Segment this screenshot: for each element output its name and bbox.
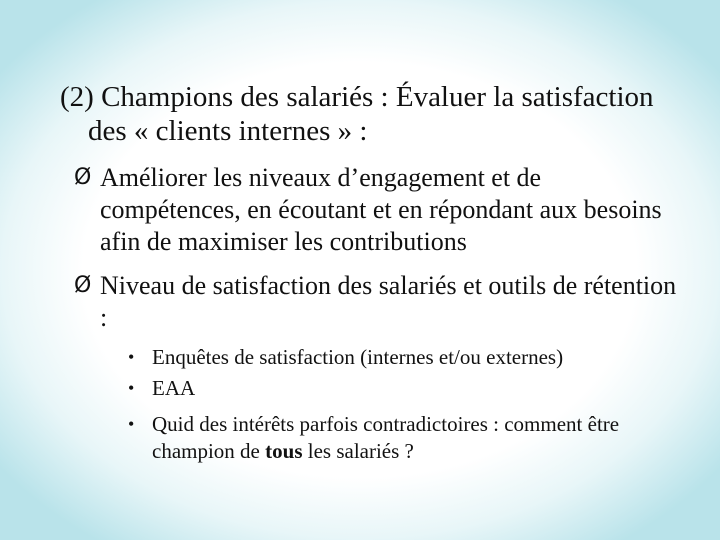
dot-bullet-icon: • — [128, 414, 135, 434]
subbullet-text-after: les salariés ? — [302, 439, 414, 463]
subbullet-text: EAA — [152, 376, 196, 400]
subbullet-text-bold: tous — [265, 439, 303, 463]
subbullet-quid — [128, 411, 672, 465]
subbullet-enquetes — [128, 344, 672, 371]
subbullet-eaa — [128, 375, 672, 402]
arrow-bullet-icon: Ø — [74, 273, 92, 298]
bullet-text: Améliorer les niveaux d’engagement et de compétences, en écoutant et en répondant aux besoins afin de maximiser les contributions — [100, 163, 662, 256]
subbullet-text: Enquêtes de satisfaction (internes et/ou externes) — [152, 345, 564, 369]
dot-bullet-icon: • — [128, 347, 135, 367]
dot-bullet-icon: • — [128, 378, 135, 398]
arrow-bullet-icon: Ø — [74, 165, 92, 190]
slide-heading: (2) Champions des salariés : Évaluer la satisfaction des « clients internes » : — [60, 81, 654, 147]
bullet-point-satisfaction — [74, 270, 680, 334]
bullet-text: Niveau de satisfaction des salariés et outils de rétention : — [100, 271, 677, 332]
bullet-point-engagement — [74, 162, 680, 258]
subbullet-text-before: Quid des intérêts parfois contradictoires : comment être champion de — [152, 412, 620, 463]
